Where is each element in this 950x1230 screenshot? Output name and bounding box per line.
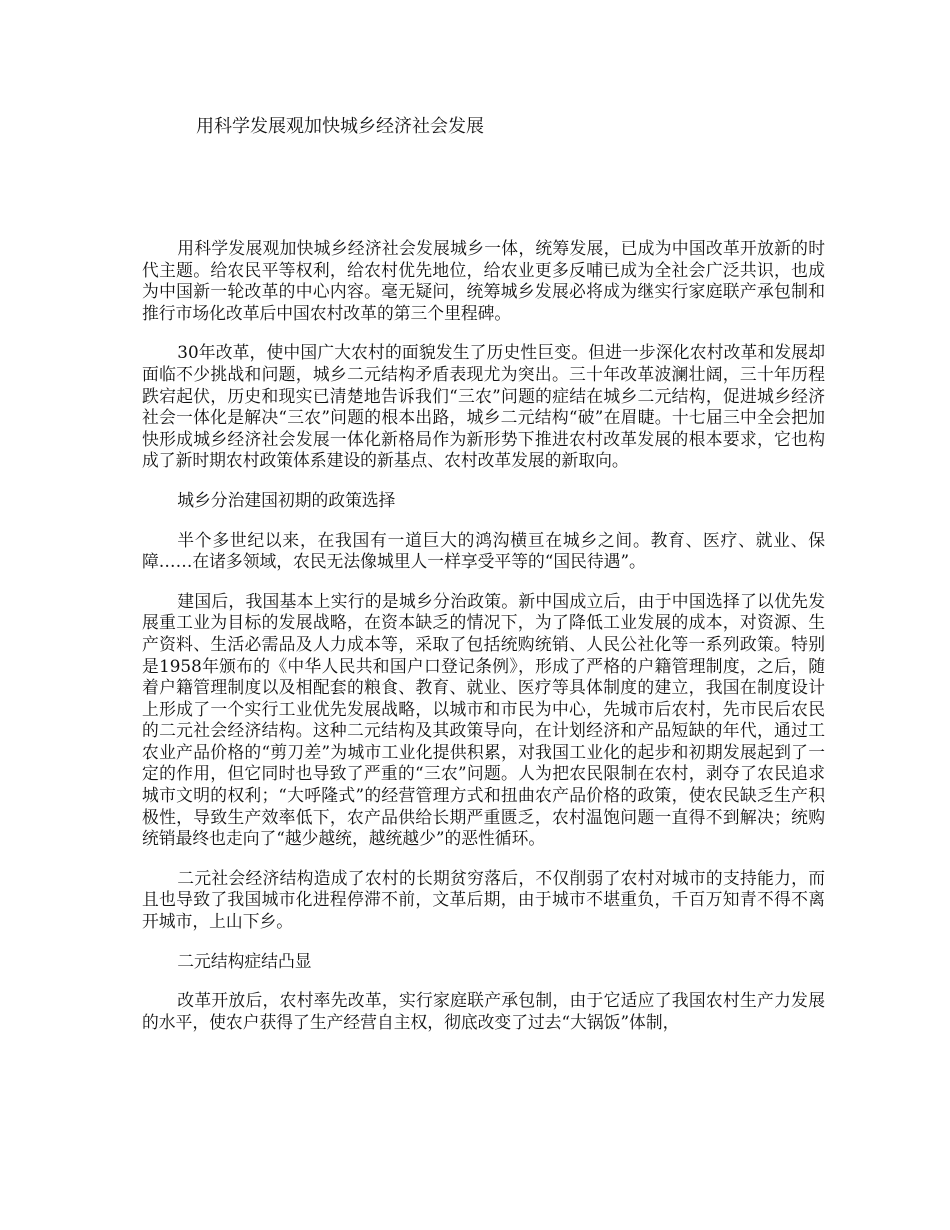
document-title: 用科学发展观加快城乡经济社会发展 [196, 116, 484, 137]
paragraph: 30年改革，使中国广大农村的面貌发生了历史性巨变。但进一步深化农村改革和发展却面临不少挑战和问题，城乡二元结构矛盾表现尤为突出。三十年改革波澜壮阔，三十年历程跌宕起伏，历史和现实已清楚地告诉我们“三农”问题的症结在城乡二元结构，促进城乡经济社会一体化是解决“三农”问题的根本出路，城乡二元结构“破”在眉睫。十七届三中全会把加快形成城乡经济社会发展一体化新格局作为新形势下推进农村改革发展的根本要求，它也构成了新时期农村政策体系建设的新基点、农村改革发展的新取向。 [142, 342, 825, 471]
paragraph: 改革开放后，农村率先改革，实行家庭联产承包制，由于它适应了我国农村生产力发展的水平，使农户获得了生产经营自主权，彻底改变了过去“大锅饭”体制， [142, 990, 825, 1032]
paragraph: 建国后，我国基本上实行的是城乡分治政策。新中国成立后，由于中国选择了以优先发展重工业为目标的发展战略，在资本缺乏的情况下，为了降低工业发展的成本，对资源、生产资料、生活必需品及人力成本等，采取了包括统购统销、人民公社化等一系列政策。特别是1958年颁布的《中华人民共和国户口登记条例》，形成了严格的户籍管理制度，之后，随着户籍管理制度以及相配套的粮食、教育、就业、医疗等具体制度的建立，我国在制度设计上形成了一个实行工业优先发展战略，以城市和市民为中心，先城市后农村，先市民后农民的二元社会经济结构。这种二元结构及其政策导向，在计划经济和产品短缺的年代，通过工农业产品价格的“剪刀差”为城市工业化提供积累，对我国工业化的起步和初期发展起到了一定的作用，但它同时也导致了严重的“三农”问题。人为把农民限制在农村，剥夺了农民追求城市文明的权利；“大呼隆式”的经营管理方式和扭曲农产品价格的政策，使农民缺乏生产积极性，导致生产效率低下，农产品供给长期严重匮乏，农村温饱问题一直得不到解决；统购统销最终也走向了“越少越统，越统越少”的恶性循环。 [142, 590, 825, 849]
paragraph: 半个多世纪以来，在我国有一道巨大的鸿沟横亘在城乡之间。教育、医疗、就业、保障……在诸多领域，农民无法像城里人一样享受平等的“国民待遇”。 [142, 529, 825, 572]
paragraph: 二元社会经济结构造成了农村的长期贫穷落后，不仅削弱了农村对城市的支持能力，而且也导致了我国城市化进程停滞不前，文革后期，由于城市不堪重负，千百万知青不得不离开城市，上山下乡。 [142, 867, 825, 932]
section-heading: 二元结构症结凸显 [177, 950, 312, 971]
paragraph: 用科学发展观加快城乡经济社会发展城乡一体，统筹发展，已成为中国改革开放新的时代主题。给农民平等权利，给农村优先地位，给农业更多反哺已成为全社会广泛共识，也成为中国新一轮改革的中心内容。毫无疑问，统筹城乡发展必将成为继实行家庭联产承包制和推行市场化改革后中国农村改革的第三个里程碑。 [142, 238, 825, 323]
section-heading: 城乡分治建国初期的政策选择 [177, 489, 396, 510]
document-body [142, 238, 825, 1051]
